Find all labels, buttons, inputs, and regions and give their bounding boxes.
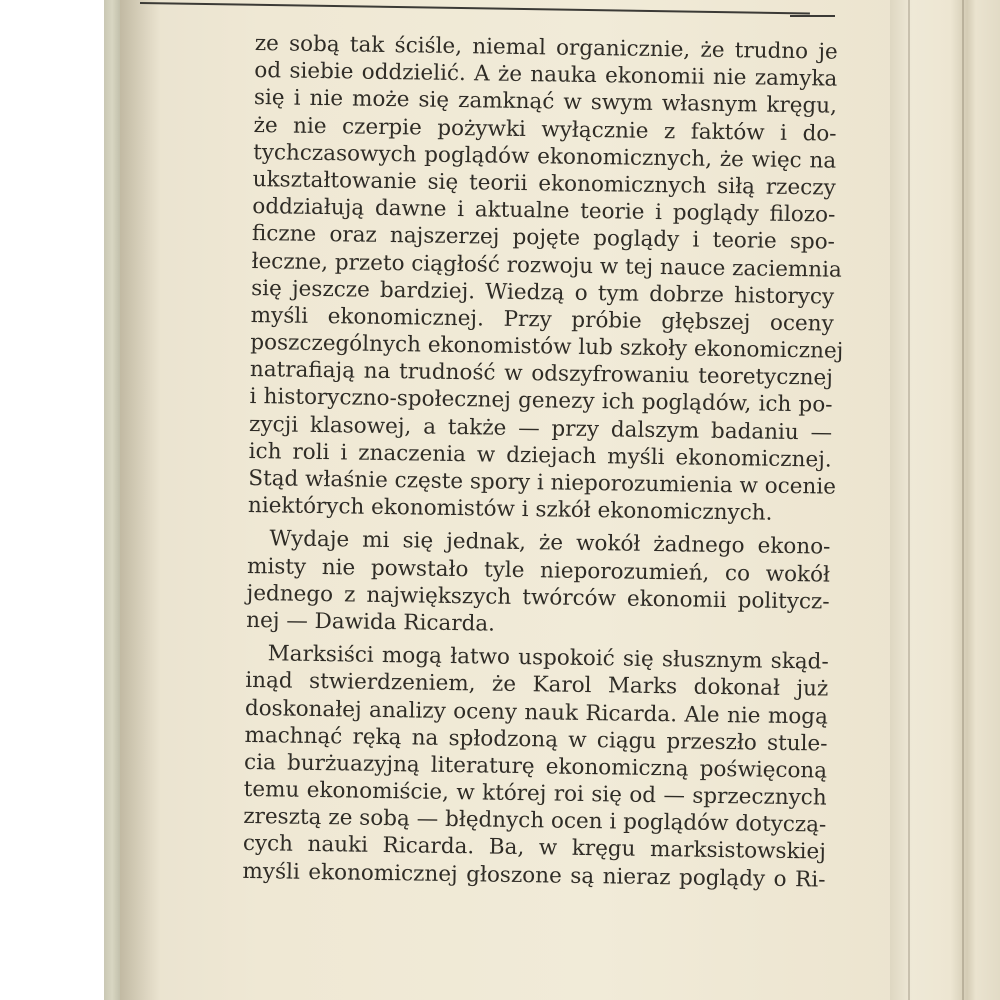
page-edge-line [908,0,910,1000]
text-line: Wydaje mi się jednak, że wokół żadnego ekono- [269,526,831,560]
text-line: od siebie oddzielić. A że nauka ekonomii nie zamyka [254,58,838,92]
text-line: misty nie powstało tyle nieporozumień, co wokół [246,553,831,588]
text-line: doskonałej analizy oceny nauk Ricarda. Ale nie mogą [244,695,829,730]
paragraph-1 [248,30,865,528]
text-line: zycji klasowej, a także — przy dalszym badaniu — [248,411,833,446]
text-line: zresztą ze sobą — błędnych ocen i poglądów dotyczą- [243,804,827,838]
text-line: się jeszcze bardziej. Wiedzą o tym dobrze historycy [250,275,835,310]
text-line: łeczne, przeto ciągłość rozwoju w tej nauce zaciemnia [251,248,843,283]
page-edge-line [962,0,964,1000]
text-line: cia burżuazyjną literaturę ekonomiczną poświęconą [243,749,828,784]
text-line: jednego z największych twórców ekonomii politycz- [246,580,830,615]
paragraph-3 [242,640,856,894]
gutter-shadow [120,0,160,1000]
text-line: nej — Dawida Ricarda. [246,607,496,637]
text-line: cych nauki Ricarda. Ba, w kręgu marksistowskiej [242,831,827,865]
text-line: ukształtowanie się teorii ekonomicznych siłą rzeczy [252,166,836,201]
text-line: oddziałują dawne i aktualne teorie i poglądy filozo- [252,194,836,228]
text-line: myśli ekonomicznej głoszone są nieraz poglądy o Ri- [242,858,826,893]
text-line: tychczasowych poglądów ekonomicznych, że więc na [253,139,837,174]
text-line: machnąć ręką na spłodzoną w ciągu przeszło stule- [244,722,828,757]
text-line: myśli ekonomicznej. Przy próbie głębszej oceny [250,302,834,337]
text-line: natrafiają na trudność w odszyfrowaniu teoretycznej [249,357,834,391]
paragraph-2 [246,525,858,643]
text-line: ze sobą tak ściśle, niemal organicznie, że trudno je [254,30,838,65]
text-line: niektórych ekonomistów i szkół ekonomicznych. [247,493,773,526]
text-line: Stąd właśnie częste spory i nieporozumienia w ocenie [248,465,837,500]
text-line: ich roli i znaczenia w dziejach myśli ekonomicznej. [248,438,832,473]
text-line: poszczególnych ekonomistów lub szkoły ekonomicznej [250,330,844,364]
text-line: i historyczno-społecznej genezy ich poglądów, ich po- [249,384,833,419]
text-line: się i nie może się zamknąć w swym własnym kręgu, [253,85,838,120]
text-line: inąd stwierdzeniem, że Karol Marks dokonał już [245,668,829,702]
text-line: Marksiści mogą łatwo uspokoić się słusznym skąd- [267,641,829,675]
body-text [242,30,865,894]
following-pages-edge [890,0,1000,1000]
text-line: ficzne oraz najszerzej pojęte poglądy i teorie spo- [251,221,836,255]
header-rule-right [790,15,835,17]
background [0,0,110,1000]
text-line: że nie czerpie pożywki wyłącznie z faktów i do- [253,112,837,147]
text-line: temu ekonomiście, w której roi się od — sprzecznych [243,776,827,811]
